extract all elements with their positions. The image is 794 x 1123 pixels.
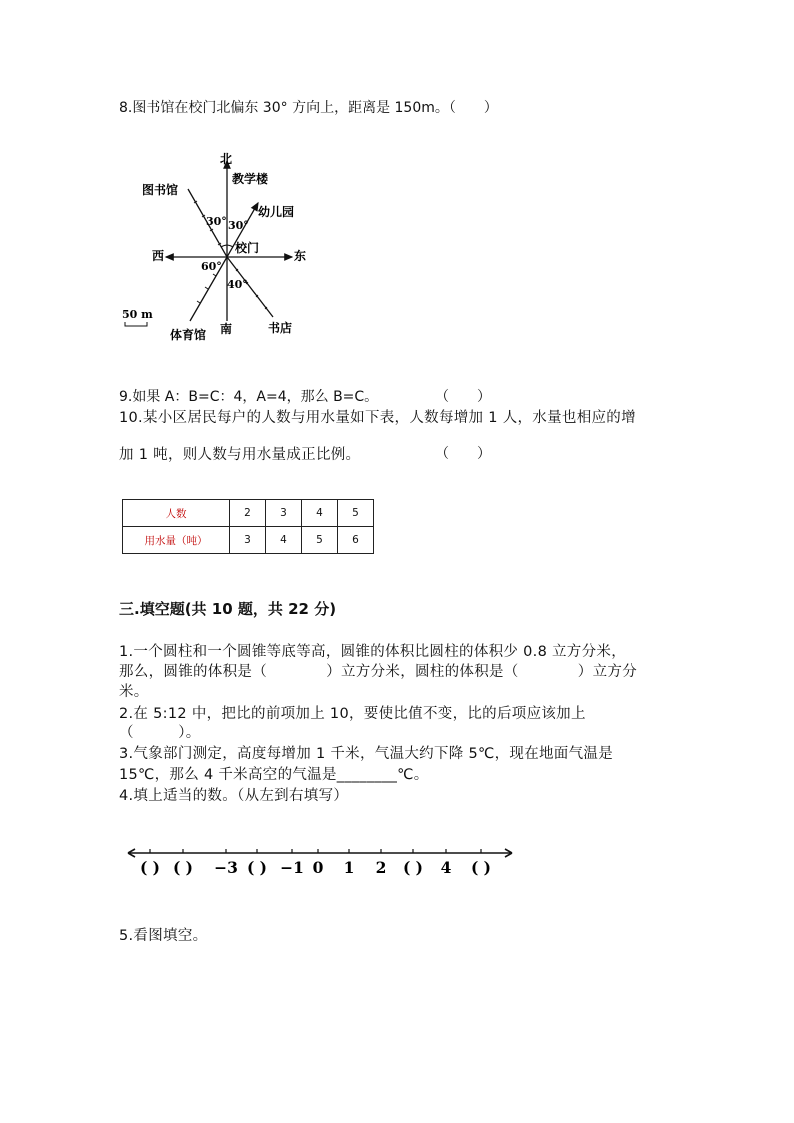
fill-2-line2[interactable]: （ ）。 xyxy=(119,725,201,741)
table-row xyxy=(123,527,374,554)
question-10-answer-blank[interactable]: （ ） xyxy=(435,446,491,462)
library-label: 图书馆 xyxy=(142,183,179,197)
number-line-label: −1 xyxy=(280,858,304,877)
angle-30-left-label: 30° xyxy=(206,215,227,228)
number-line-label: 1 xyxy=(343,858,355,877)
fill-1-line2: 那么，圆锥的体积是（ ）立方分米，圆柱的体积是（ ）立方分 xyxy=(119,664,637,680)
fill-4-text: 4.填上适当的数。（从左到右填写） xyxy=(119,788,349,804)
question-10-line1: 10.某小区居民每户的人数与用水量如下表，人数每增加 1 人，水量也相应的增 xyxy=(119,410,636,426)
number-line-label: 2 xyxy=(375,858,387,877)
water-usage-table xyxy=(122,499,374,554)
question-8: 8.图书馆在校门北偏东 30° 方向上，距离是 150m。（ ） xyxy=(119,100,498,116)
kindergarten-label: 幼儿园 xyxy=(258,205,295,219)
fill-3-line2: 15℃，那么 4 千米高空的气温是________℃。 xyxy=(119,767,429,783)
fill-2-line1: 2.在 5:12 中，把比的前项加上 10，要使比值不变，比的后项应该加上 xyxy=(119,706,586,722)
fill-1-line3: 米。 xyxy=(119,684,149,700)
question-9: 9.如果 A：B=C：4，A=4，那么 B=C。 xyxy=(119,389,379,405)
number-line-label: 4 xyxy=(440,858,452,877)
fill-1-line1: 1.一个圆柱和一个圆锥等底等高，圆锥的体积比圆柱的体积少 0.8 立方分米， xyxy=(119,644,627,660)
east-label: 东 xyxy=(294,249,307,263)
school-gate-label: 校门 xyxy=(235,241,260,255)
teaching-building-label: 教学楼 xyxy=(232,172,269,186)
row-header-people: 人数 xyxy=(123,500,230,527)
number-line-blank[interactable]: ( ) xyxy=(470,858,492,877)
south-label: 南 xyxy=(220,322,233,336)
table-cell: 5 xyxy=(302,527,338,554)
number-line-label: 0 xyxy=(312,858,324,877)
angle-60-label: 60° xyxy=(201,260,222,273)
table-cell: 6 xyxy=(338,527,374,554)
number-line xyxy=(120,840,520,882)
table-row xyxy=(123,500,374,527)
number-line-blank[interactable]: ( ) xyxy=(172,858,194,877)
row-header-water: 用水量（吨） xyxy=(123,527,230,554)
table-cell: 3 xyxy=(266,500,302,527)
question-10-line2: 加 1 吨，则人数与用水量成正比例。 xyxy=(119,447,361,463)
angle-40-label: 40° xyxy=(227,278,248,291)
scale-bar xyxy=(125,322,147,326)
section-3-title: 三.填空题(共 10 题，共 22 分) xyxy=(119,600,337,618)
question-9-answer-blank[interactable]: （ ） xyxy=(435,389,491,405)
number-line-label: −3 xyxy=(214,858,238,877)
table-cell: 3 xyxy=(230,527,266,554)
fill-5-text: 5.看图填空。 xyxy=(119,928,208,944)
table-cell: 2 xyxy=(230,500,266,527)
scale-label: 50 m xyxy=(122,308,153,321)
table-cell: 4 xyxy=(302,500,338,527)
west-label: 西 xyxy=(152,249,165,263)
number-line-blank[interactable]: ( ) xyxy=(402,858,424,877)
table-cell: 5 xyxy=(338,500,374,527)
north-label: 北 xyxy=(220,152,233,166)
gym-label: 体育馆 xyxy=(170,328,207,342)
number-line-blank[interactable]: ( ) xyxy=(246,858,268,877)
table-cell: 4 xyxy=(266,527,302,554)
number-line-blank[interactable]: ( ) xyxy=(139,858,161,877)
bookstore-label: 书店 xyxy=(268,321,293,335)
angle-30-right-label: 30° xyxy=(228,219,249,232)
fill-3-line1: 3.气象部门测定，高度每增加 1 千米，气温大约下降 5℃，现在地面气温是 xyxy=(119,746,613,762)
direction-map-diagram xyxy=(110,145,330,350)
